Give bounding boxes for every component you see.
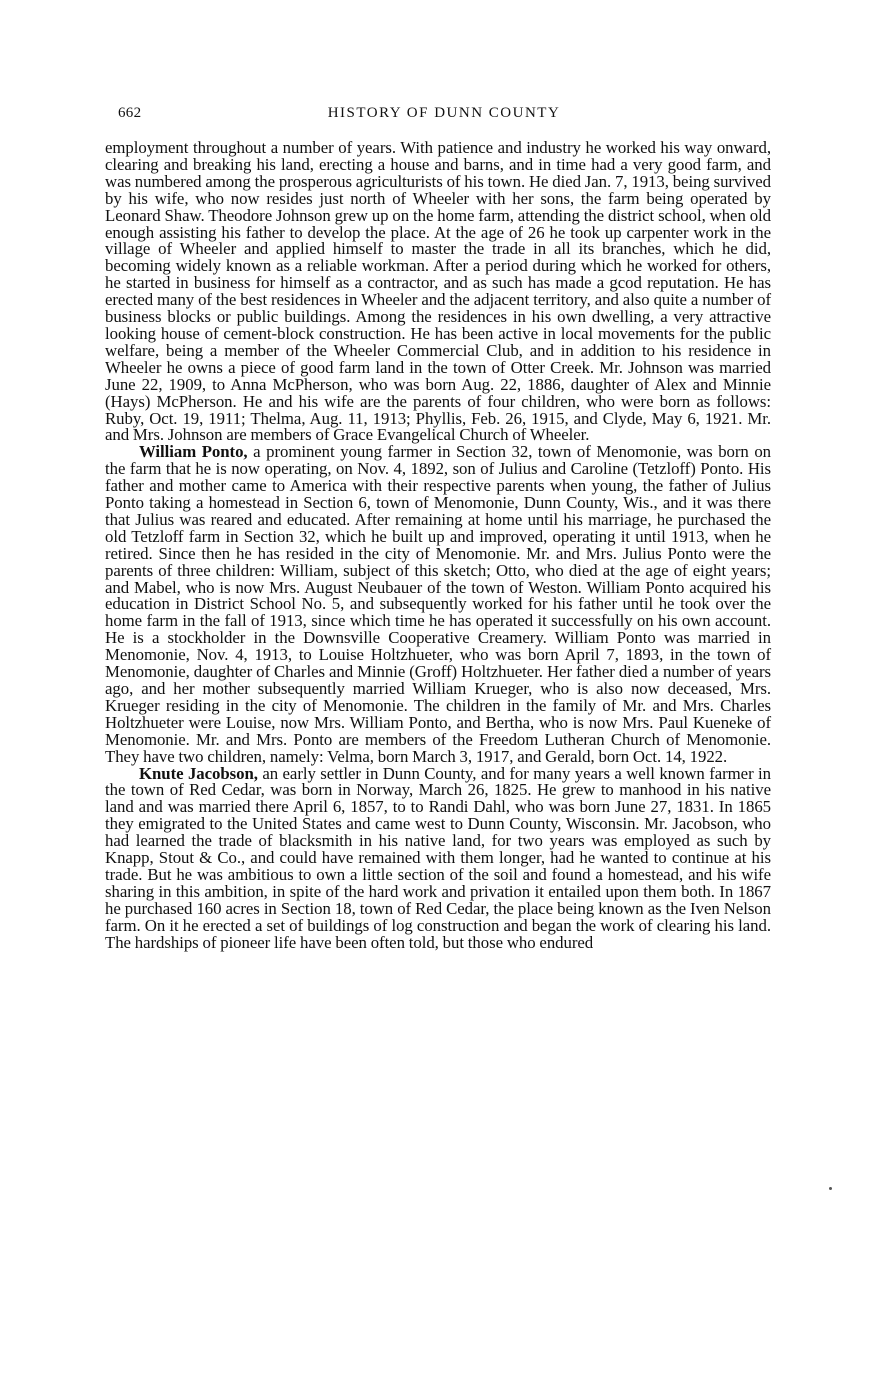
running-title: HISTORY OF DUNN COUNTY xyxy=(327,105,561,121)
paragraph-william-ponto xyxy=(105,444,771,765)
page-body xyxy=(105,140,771,952)
paragraph-text: employment throughout a number of years. With patience and industry he worked his way onward, clearing and breaking his land, erecting a house and barns, and in time had a very good farm, and was numbered among the prosperous agriculturists of his town. He died Jan. 7, 1913, being survived by his wife, who now resides just north of Wheeler with her sons, the farm being operated by Leonard Shaw. Theodore Johnson grew up on the home farm, attending the district school, when old enough assisting his father to develop the place. At the age of 26 he took up carpenter work in the village of Wheeler and applied himself to master the trade in all its branches, which he did, becoming widely known as a reliable workman. After a period during which he worked for others, he started in business for himself as a contractor, and as such has made a gcod reputation. He has erected many of the best residences in Wheeler and the adjacent territory, and also quite a number of business blocks or public buildings. Among the residences in his own dwelling, a very attractive looking house of cement-block construction. He has been active in local movements for the public welfare, being a member of the Wheeler Commercial Club, and in addition to his residence in Wheeler he owns a piece of good farm land in the town of Otter Creek. Mr. Johnson was married June 22, 1909, to Anna McPherson, who was born Aug. 22, 1886, daughter of Alex and Minnie (Hays) McPherson. He and his wife are the parents of four children, who were born as follows: Ruby, Oct. 19, 1911; Thelma, Aug. 11, 1913; Phyllis, Feb. 26, 1915, and Clyde, May 6, 1921. Mr. and Mrs. Johnson are members of Grace Evangelical Church of Wheeler. xyxy=(105,138,771,445)
paragraph-theodore-johnson-continued xyxy=(105,140,771,444)
subject-name: William Ponto, xyxy=(139,442,248,462)
print-speck xyxy=(829,1187,832,1190)
paragraph-knute-jacobson xyxy=(105,763,771,952)
subject-name: Knute Jacobson, xyxy=(139,763,258,783)
page-header xyxy=(118,105,770,127)
paragraph-text: an early settler in Dunn County, and for many years a well known farmer in the town of Red Cedar, was born in Norway, March 26, 1825. He grew to manhood in his native land and was married there April 6, 1857, to to Randi Dahl, who was born June 27, 1831. In 1865 they emigrated to the United States and came west to Dunn County, Wisconsin. Mr. Jacobson, who had learned the trade of blacksmith in his native land, for two years was employed as such by Knapp, Stout & Co., and could have remained with them longer, had he wanted to continue at his trade. But he was ambitious to own a little section of the soil and found a homestead, and his wife sharing in this ambition, in spite of the hard work and privation it entailed upon them both. In 1867 he purchased 160 acres in Section 18, town of Red Cedar, the place being known as the Iven Nelson farm. On it he erected a set of buildings of log construction and began the work of clearing his land. The hardships of pioneer life have been often told, but those who endured xyxy=(105,763,771,952)
page-number: 662 xyxy=(118,105,142,121)
paragraph-text: a prominent young farmer in Section 32, town of Menomonie, was born on the farm that he is now operating, on Nov. 4, 1892, son of Julius and Caroline (Tetzloff) Ponto. His father and mother came to America with their respective parents when young, the father of Julius Ponto taking a homestead in Section 6, town of Menomonie, Dunn County, Wis., and it was there that Julius was reared and educated. After remaining at home until his marriage, he purchased the old Tetzloff farm in Section 32, which he built up and improved, operating it until 1913, when he retired. Since then he has resided in the city of Menomonie. Mr. and Mrs. Julius Ponto were the parents of three children: William, subject of this sketch; Otto, who died at the age of eight years; and Mabel, who is now Mrs. August Neubauer of the town of Weston. William Ponto acquired his education in District School No. 5, and subsequently worked for his father until he took over the home farm in the fall of 1913, since which time he has operated it successfully on his own account. He is a stockholder in the Downsville Cooperative Creamery. William Ponto was married in Menomonie, Nov. 4, 1913, to Louise Holtzhueter, who was born April 7, 1893, in the town of Menomonie, daughter of Charles and Minnie (Groff) Holtzhueter. Her father died a number of years ago, and her mother subsequently married William Krueger, who is also now deceased, Mrs. Krueger residing in the city of Menomonie. The children in the family of Mr. and Mrs. Charles Holtzhueter were Louise, now Mrs. William Ponto, and Bertha, who is now Mrs. Paul Kueneke of Menomonie. Mr. and Mrs. Ponto are members of the Freedom Lutheran Church of Menomonie. They have two children, namely: Velma, born March 3, 1917, and Gerald, born Oct. 14, 1922. xyxy=(105,442,771,766)
